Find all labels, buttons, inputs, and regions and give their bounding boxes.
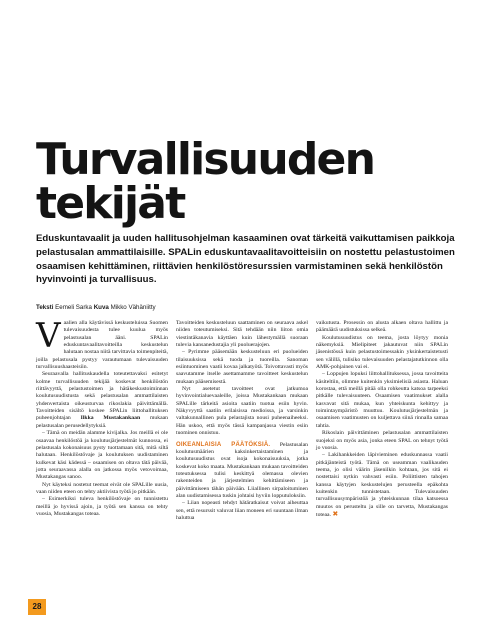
- body-paragraph: [316, 452, 448, 519]
- body-paragraph: Nyt asetetut tavoitteet ovat jatkumoa hyvinvointialuevaaleille, joissa Mustakankaan mukaan SPALille tärkeitä asioita saatiin tuotua esiin hyvin. Näkyvyyttä saatiin erilaisissa medioissa, ja varsinkin valtakunnallinen pula pelastajista nousi puheenaiheeksi. Hän uskoo, että myös tässä kampanjassa viestin esiin tuominen onnistuu.: [176, 386, 308, 437]
- body-paragraph: vaikutusta. Prosessin on alusta alkaen oltava hallittu ja päämäärä uudistuksissa selkeä.: [316, 320, 448, 334]
- paragraph-text: aalien alla käytävissä keskusteluissa Suomen tulevaisuudesta tulee kuulua myös pelastusalan ääni. SPALin eduskuntavaalitavoitteilla keskustelun halutaan nostaa niitä tarvittavia toimenpiteitä, joilla pelastusala pystyy varautumaan tulevaisuuden turvallisuushaasteisiin.: [36, 320, 168, 371]
- paragraph-text: Seuraavalla hallituskaudella toteutettavaksi esitetyt kolme turvallisuuden tekijää koskevat henkilöstön riittävyyttä, pelastustoimen ja hätäkeskustoiminnan koulutusuudistusta sekä pelastusalan ammattilaisten yhdenvertaista oikeusturvaa rikoslakia päivittämällä. Tavoitteiden sisältö koskee SPALin liittohallituksen puheenjohtajan: [36, 371, 168, 422]
- headline-line-2: tekijät: [36, 178, 185, 229]
- headline-line-1: Turvallisuuden: [36, 134, 375, 185]
- body-column-3: [316, 320, 448, 519]
- body-paragraph: [36, 316, 168, 371]
- body-paragraph: [176, 442, 308, 501]
- body-paragraph: Tavoitteiden keskusteluun saattaminen on seuraava askel niiden toteutumiseksi. Sitä tehdään niin liiton omia viestintäkanavia käyttäen kuin lähestymällä suoraan tulevia kansanedustajia yli puoluerajojen.: [176, 320, 308, 349]
- body-paragraph: Rikoslain päivittäminen pelastusalan ammattilaisten suojeksi on myös asia, jonka eteen SPAL on tehnyt työtä jo vuosia.: [316, 430, 448, 451]
- lead-paragraph: Eduskuntavaalit ja uuden hallitusohjelman kasaaminen ovat tärkeitä vaikuttamisen paikkoja pelastusalan ammattilaisille. SPALin eduskuntavaalitavoitteisiin on nostettu pelastustoimen osaamisen kehittäminen, riittävien henkilöstöresurssien varmistaminen sekä henkilöstön hyvinvointi ja turvallisuus.: [36, 233, 455, 286]
- body-paragraph: Nyt käyteksi nostetut teemat eivät ole SPALille uusia, vaan niiden eteen on tehty aktiivista työtä jo pitkään.: [36, 481, 168, 495]
- person-name: Ilkka Mustakankaan: [80, 415, 141, 422]
- drop-cap: V: [36, 316, 61, 356]
- body-paragraph: – Pyrimme pääsemään keskusteluun eri puolueiden tilaisuuksissa sekä tuoda ja tuoreilla. Sanoman esiintuominen vaatii kovaa jalkatyötä. Toivottavasti myös saavutamme itselle asettamamme tavoitteet keskustelun mukaan pääsemisestä.: [176, 349, 308, 385]
- article-headline: [36, 134, 456, 229]
- byline-text-author: Eemeli Sarka: [55, 304, 92, 311]
- end-mark-icon: ✖: [332, 509, 339, 518]
- page-number: 28: [28, 599, 46, 615]
- byline-photo-label: Kuva: [93, 304, 109, 311]
- paragraph-text: – Lakihankkeiden läpivieminen eduskunnassa vaatii pitkäjänteistä työtä. Tämä on useamman vaalikauden teema, jo olisi väärin jäsenilkin kohtaan, jos sitä ei nostettaisi nytkin vahvasti esiin. Poliittisten tahojen kanssa käytyjen keskustelujen perusteella epäkohta kuitenkin tunnistetaan. Tulevaisuuden turvallisuusympäristöä ja yhteiskunnan tilaa katsoessa muutos on perusteltu ja sille on tarvetta, Mustakangas toteaa.: [316, 452, 448, 518]
- body-paragraph: – Tämä on meidän alamme kivijalka. Jos meillä ei ole osaavaa henkilöstöä ja koulutusjärjestelmät kunnossa, ei pelastusala kokonaisuus pysty tuottamaan sitä, mitä siltä halutaan. Henkilöstövaje ja koulutuksen uudistaminen kulkevat käsi kädessä – osaamisen on oltava tätä päivää, jotta seuraavassa alalla on jatkossa myös vetovoimaa, Mustakangas sanoo.: [36, 430, 168, 481]
- byline: [36, 304, 456, 312]
- paragraph-text: Pelastusalan koulutusmäärien kaksinkertaistaminen ja koulutusuudistus ovat isoja kokonaisuuksia, jotka koskevat koko maata. Mustakankaan mukaan tavoitteiden toteutuksessa tulisi keskittyä olemassa olevien rakenteiden ja järjestelmien kehittämiseen ja päivittämiseen tähän päivään. Liiallinen sirpaloituminen alan uudistamisessa tuskin johtaisi hyviin lopputuloksiin.: [176, 441, 308, 499]
- byline-text-label: Teksti: [36, 304, 54, 311]
- body-column-2: [176, 320, 308, 522]
- paragraph-text: mukaan pelastusalan perusedellytyksiä.: [36, 415, 168, 429]
- body-paragraph: [36, 371, 168, 430]
- body-column-1: [36, 316, 168, 518]
- body-paragraph: – Loppujen lopuksi liittohallituksessa, jossa tavoitteita käsiteltiin, olimme kuitenkin yksimielisiä asiasta. Haluan korostaa, että meillä pitää olla rohkeutta katsoa tarpeeksi pitkälle tulevaisuuteen. Osaamisen vaatimukset alalla kasvavat sitä mukaa, kun yhteiskunta kehittyy ja toimintaympäristö muuttuu. Koulutusjärjestelmän ja osaamisen vaatimusten on kuljettava siinä rinnalla samaa tahtia.: [316, 371, 448, 429]
- body-paragraph: Koulutusuudistus on teema, josta löytyy monia näkemyksiä. Mielipiteet jakautuvat niin SPALin jäsenistössä kuin pelastustoimessakin yksinkertaistetusti sen välillä, tulisiko tulevaisuuden pelastajatutkinnon olla AMK-pohjainen vai ei.: [316, 334, 448, 371]
- body-paragraph: – Liian nopeasti tehdyt hätäratkaisut voivat aiheuttaa sen, että resurssit valuvat liian moneen eri suuntaan ilman haluttua: [176, 500, 308, 521]
- byline-photo-author: Mikko Vähäniitty: [110, 304, 156, 311]
- body-paragraph: – Esimerkiksi tuleva henkilöstövaje on tunnistettu meillä jo hyvissä ajoin, ja työtä sen kanssa on tehty vuosia, Mustakangas toteaa.: [36, 496, 168, 517]
- section-subhead: OIKEANLAISIA PÄÄTÖKSIÄ.: [176, 441, 271, 448]
